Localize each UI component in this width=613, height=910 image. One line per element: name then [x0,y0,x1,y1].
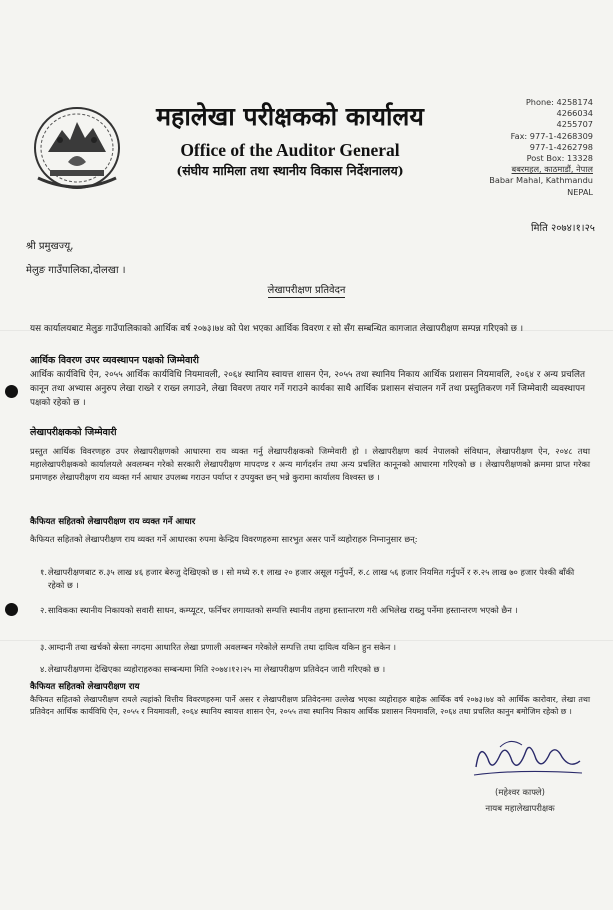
list-item-number: १. [40,567,47,577]
nepal-emblem-icon [30,100,124,192]
list-item [40,566,586,592]
recipient-address: मेलुङ गाउँपालिका,दोलखा । [26,265,126,276]
letter-date: मिति २०७४।१।२५ [530,223,595,234]
auditor-heading: लेखापरीक्षकको जिम्मेवारी [30,427,117,438]
list-item [40,604,586,617]
contact-line: Post Box: 13328 [526,153,593,164]
auditor-paragraph: प्रस्तुत आर्थिक विवरणहरु उपर लेखापरीक्षणको आधारमा राय व्यक्त गर्नु लेखापरीक्षकको जिम्मेवारी हो । लेखापरीक्षण कार्य नेपालको संविधान, लेखापरीक्षण ऐन, २०४८ तथा महालेखापरीक्षकको कार्यालयले अवलम्बन गरेको सरकारी लेखापरीक्षण मापदण्ड र अन्य मार्गदर्शन तथा अन्य प्रचलित कानूनको आधारमा गरिएको छ । लेखापरीक्षणको क्रममा प्राप्त गरेका प्रमाणहरु लेखापरीक्षण राय व्यक्त गर्न आधार उपलब्ध गराउन पर्याप्त र उपयुक्त छन् भन्ने कुरामा कार्यालय विश्वस्त छ । [30,446,590,482]
management-paragraph: आर्थिक कार्यविधि ऐन, २०५५ आर्थिक कार्यविधि नियमावली, २०६४ स्थानिय स्वायत्त शासन ऐन, २०५५ तथा स्थानिय निकाय आर्थिक प्रशासन नियमावलि, २०६४ र अन्य प्रचलित कानून तथा अभ्यास अनुरुप लेखा राख्ने र राख्न लगाउने, लेखा विवरण तयार गर्ने गराउने कार्यका साथै आर्थिक प्रशासन संचालन गर्ने तथा प्रस्तुतिकरण गर्ने जिम्मेवारी व्यवस्थापन पक्षको रहेको छ । [30,370,585,408]
list-item-text: साविकका स्थानीय निकायको सवारी साधन, कम्प्यूटर, फर्निचर लगायतको सम्पत्ति स्थानीय तहमा हस्तान्तरण गरी अभिलेख राख्नु पर्नेमा हस्तान्तरण भएको छैन । [48,605,518,615]
contact-line: Phone: 4258174 [525,97,593,107]
signatory-name: (महेश्वर काफ्ले) [495,788,545,798]
contact-block [463,97,593,198]
list-item-text: आम्दानी तथा खर्चको स्रेस्ता नगदमा आधारित लेखा प्रणाली अवलम्बन गरेकोले सम्पत्ति तथा दायित्व यकिन हुन सकेन । [48,642,397,652]
contact-line: Babar Mahal, Kathmandu [489,175,593,186]
qualified-opinion-heading: कैफियत सहितको लेखापरीक्षण राय [30,682,140,692]
office-subtitle: (संघीय मामिला तथा स्थानीय विकास निर्देशनालय) [176,163,404,178]
list-item [40,663,586,676]
contact-line: 977-1-4262798 [529,141,593,152]
list-item-text: लेखापरीक्षणमा देखिएका व्यहोराहरुका सम्बन्धमा मिति २०७४।१२।२५ मा लेखापरीक्षण प्रतिवेदन जारी गरिएको छ । [48,664,386,674]
list-item-number: ४. [40,664,47,674]
office-name-english: Office of the Auditor General [180,140,400,160]
report-title-text: लेखापरीक्षण प्रतिवेदन [267,285,346,296]
intro-paragraph: यस कार्यालयबाट मेलुङ गाउँपालिकाको आर्थिक वर्ष २०७३।७४ को पेश भएका आर्थिक विवरण र सो सँग सम्बन्धित कागजात लेखापरीक्षण सम्पन्न गरिएको छ । [30,324,524,334]
signatory-designation: नायब महालेखापरीक्षक [485,804,555,814]
punch-hole [5,385,18,398]
list-item-number: ३. [40,642,47,652]
contact-line: NEPAL [567,186,593,197]
signature-icon [470,733,585,783]
punch-hole [5,603,18,616]
contact-line: बबरमहल, काठमाडौं, नेपाल [511,164,593,175]
report-title [0,282,613,296]
qualified-basis-heading: कैफियत सहितको लेखापरीक्षण राय व्यक्त गर्ने आधार [30,517,196,527]
office-name-nepali: महालेखा परीक्षकको कार्यालय [156,102,424,131]
contact-line: 4255707 [556,119,593,130]
qualified-opinion-paragraph: कैफियत सहितको लेखापरीक्षण रायले त्यहांको वित्तीय विवरणहरुमा पार्ने असर र लेखापरीक्षण प्रतिवेदनमा उल्लेख भएका व्यहोराहरु बाहेक आर्थिक वर्ष २०७३।७४ को आर्थिक कारोवार, लेखा तथा प्रतिवेदन आर्थिक कार्यविधि ऐन, २०५५ र नियमावली, २०६४ स्थानिय स्वायत्त शासन ऐन, २०५५ तथा स्थानिय निकाय आर्थिक प्रशासन नियमावलि, २०६४ तथा प्रचलित कानुन बमोजिम रहेको छ । [30,695,590,717]
list-item [40,641,586,654]
list-item-text: लेखापरीक्षणबाट रु.३५ लाख ४६ हजार बेरुजु देखिएको छ । सो मध्ये रु.१ लाख २० हजार असूल गर्नुपर्ने, रु.८ लाख ५६ हजार नियमित गर्नुपर्ने र रु.२५ लाख ७० हजार पेश्की बाँकी रहेको छ । [48,567,575,590]
recipient-line: श्री प्रमुखज्यू, [26,241,74,252]
list-item-number: २. [40,605,47,615]
qualified-basis-paragraph: कैफियत सहितको लेखापरीक्षण राय व्यक्त गर्ने आधारका रुपमा केन्द्रिय विवरणहरुमा सारभुत असर पार्ने व्यहोराहरु निम्नानुसार छन्: [30,534,418,544]
contact-line: Fax: 977-1-4268309 [510,130,593,141]
contact-line: 4266034 [556,108,593,119]
management-heading: आर्थिक विवरण उपर व्यवस्थापन पक्षको जिम्मेवारी [30,355,199,366]
